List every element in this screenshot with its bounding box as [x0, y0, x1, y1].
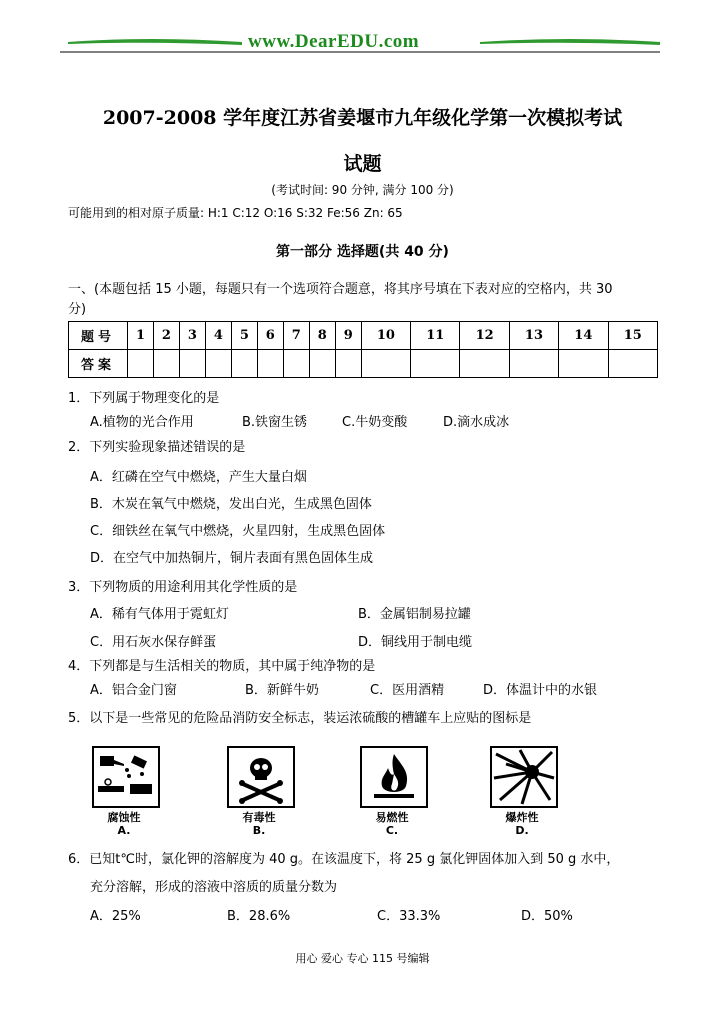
question-number-cell: 5 — [231, 322, 257, 350]
page-footer: 用心 爱心 专心 115 号编辑 — [295, 952, 430, 965]
atomic-masses: 可能用到的相对原子质量: H:1 C:12 O:16 S:32 Fe:56 Zn: 65 — [68, 206, 403, 220]
answer-cell[interactable] — [257, 350, 283, 378]
q4-option-a: A．铝合金门窗 — [90, 683, 177, 698]
answer-cell[interactable] — [335, 350, 361, 378]
q3-option-c: C．用石灰水保存鲜蛋 — [90, 635, 217, 650]
question-number-cell: 4 — [205, 322, 231, 350]
skull-crossbones-icon — [227, 746, 295, 808]
answer-cell[interactable] — [128, 350, 154, 378]
question-3-stem: 3．下列物质的用途利用其化学性质的是 — [68, 580, 298, 595]
answer-cell[interactable] — [283, 350, 309, 378]
q6-option-a: A．25% — [90, 909, 141, 924]
question-5-stem: 5．以下是一些常见的危险品消防安全标志，装运浓硫酸的槽罐车上应贴的图标是 — [68, 711, 532, 726]
q1-option-d: D.滴水成冰 — [443, 415, 510, 430]
q2-option-b: B．木炭在氧气中燃烧，发出白光，生成黑色固体 — [90, 497, 372, 512]
sign-a-label: 腐蚀性 — [107, 811, 141, 824]
sign-b-letter: B. — [252, 824, 266, 837]
table-row — [69, 350, 658, 378]
q3-option-d: D．铜线用于制电缆 — [358, 635, 473, 650]
q3-option-b: B．金属铝制易拉罐 — [358, 607, 471, 622]
question-number-cell: 10 — [361, 322, 410, 350]
question-1-stem: 1．下列属于物理变化的是 — [68, 391, 220, 406]
answer-cell[interactable] — [509, 350, 558, 378]
answer-cell[interactable] — [411, 350, 460, 378]
question-6-stem-line2: 充分溶解，形成的溶液中溶质的质量分数为 — [90, 880, 338, 895]
question-number-cell: 15 — [608, 322, 657, 350]
q6-option-d: D．50% — [521, 909, 573, 924]
question-number-cell: 2 — [153, 322, 179, 350]
q4-option-c: C．医用酒精 — [370, 683, 445, 698]
table-header-label: 题号 — [69, 322, 128, 350]
answer-table — [68, 321, 658, 378]
answer-cell[interactable] — [309, 350, 335, 378]
q1-option-a: A.植物的光合作用 — [90, 415, 194, 430]
sign-c-label: 易燃性 — [375, 811, 409, 824]
question-number-cell: 9 — [335, 322, 361, 350]
question-number-cell: 13 — [509, 322, 558, 350]
exam-time: (考试时间: 90 分钟, 满分 100 分) — [271, 183, 454, 197]
q4-option-d: D．体温计中的水银 — [483, 683, 598, 698]
answer-cell[interactable] — [179, 350, 205, 378]
question-number-cell: 7 — [283, 322, 309, 350]
corrosive-icon — [92, 746, 160, 808]
q2-option-d: D．在空气中加热铜片，铜片表面有黑色固体生成 — [90, 551, 374, 566]
q6-option-c: C．33.3% — [377, 909, 441, 924]
table-row — [69, 322, 658, 350]
answer-cell[interactable] — [205, 350, 231, 378]
q1-option-b: B.铁窗生锈 — [242, 415, 308, 430]
sign-d-label: 爆炸性 — [505, 811, 539, 824]
question-number-cell: 11 — [411, 322, 460, 350]
question-number-cell: 8 — [309, 322, 335, 350]
answer-cell[interactable] — [460, 350, 509, 378]
explosion-icon — [490, 746, 558, 808]
q1-option-c: C.牛奶变酸 — [342, 415, 408, 430]
flame-icon — [360, 746, 428, 808]
sign-c-letter: C. — [385, 824, 399, 837]
answer-cell[interactable] — [231, 350, 257, 378]
page-title-line1: 2007-2008 学年度江苏省姜堰市九年级化学第一次模拟考试 — [102, 107, 623, 129]
answer-row-label: 答案 — [69, 350, 128, 378]
sign-a-letter: A. — [117, 824, 131, 837]
section-instructions-line2: 分) — [68, 302, 87, 317]
q3-option-a: A．稀有气体用于霓虹灯 — [90, 607, 229, 622]
q4-option-b: B．新鲜牛奶 — [245, 683, 319, 698]
q6-option-b: B．28.6% — [227, 909, 291, 924]
question-number-cell: 12 — [460, 322, 509, 350]
answer-cell[interactable] — [608, 350, 657, 378]
section-heading: 第一部分 选择题(共 40 分) — [276, 244, 449, 260]
site-logo-text: www.DearEDU.com — [248, 31, 420, 52]
answer-cell[interactable] — [559, 350, 608, 378]
q2-option-c: C．细铁丝在氧气中燃烧，火星四射，生成黑色固体 — [90, 524, 386, 539]
section-instructions-line1: 一、(本题包括 15 小题，每题只有一个选项符合题意，将其序号填在下表对应的空格内，共 30 — [68, 282, 613, 297]
question-6-stem-line1: 6．已知t℃时，氯化钾的溶解度为 40 g。在该温度下，将 25 g 氯化钾固体加入到 50 g 水中， — [68, 852, 620, 867]
sign-b-label: 有毒性 — [242, 811, 276, 824]
question-2-stem: 2．下列实验现象描述错误的是 — [68, 440, 246, 455]
question-number-cell: 6 — [257, 322, 283, 350]
question-number-cell: 14 — [559, 322, 608, 350]
question-number-cell: 3 — [179, 322, 205, 350]
answer-cell[interactable] — [361, 350, 410, 378]
answer-cell[interactable] — [153, 350, 179, 378]
question-4-stem: 4．下列都是与生活相关的物质，其中属于纯净物的是 — [68, 659, 376, 674]
q2-option-a: A．红磷在空气中燃烧，产生大量白烟 — [90, 470, 307, 485]
page-title-line2: 试题 — [343, 153, 382, 175]
question-number-cell: 1 — [128, 322, 154, 350]
sign-d-letter: D. — [515, 824, 529, 837]
